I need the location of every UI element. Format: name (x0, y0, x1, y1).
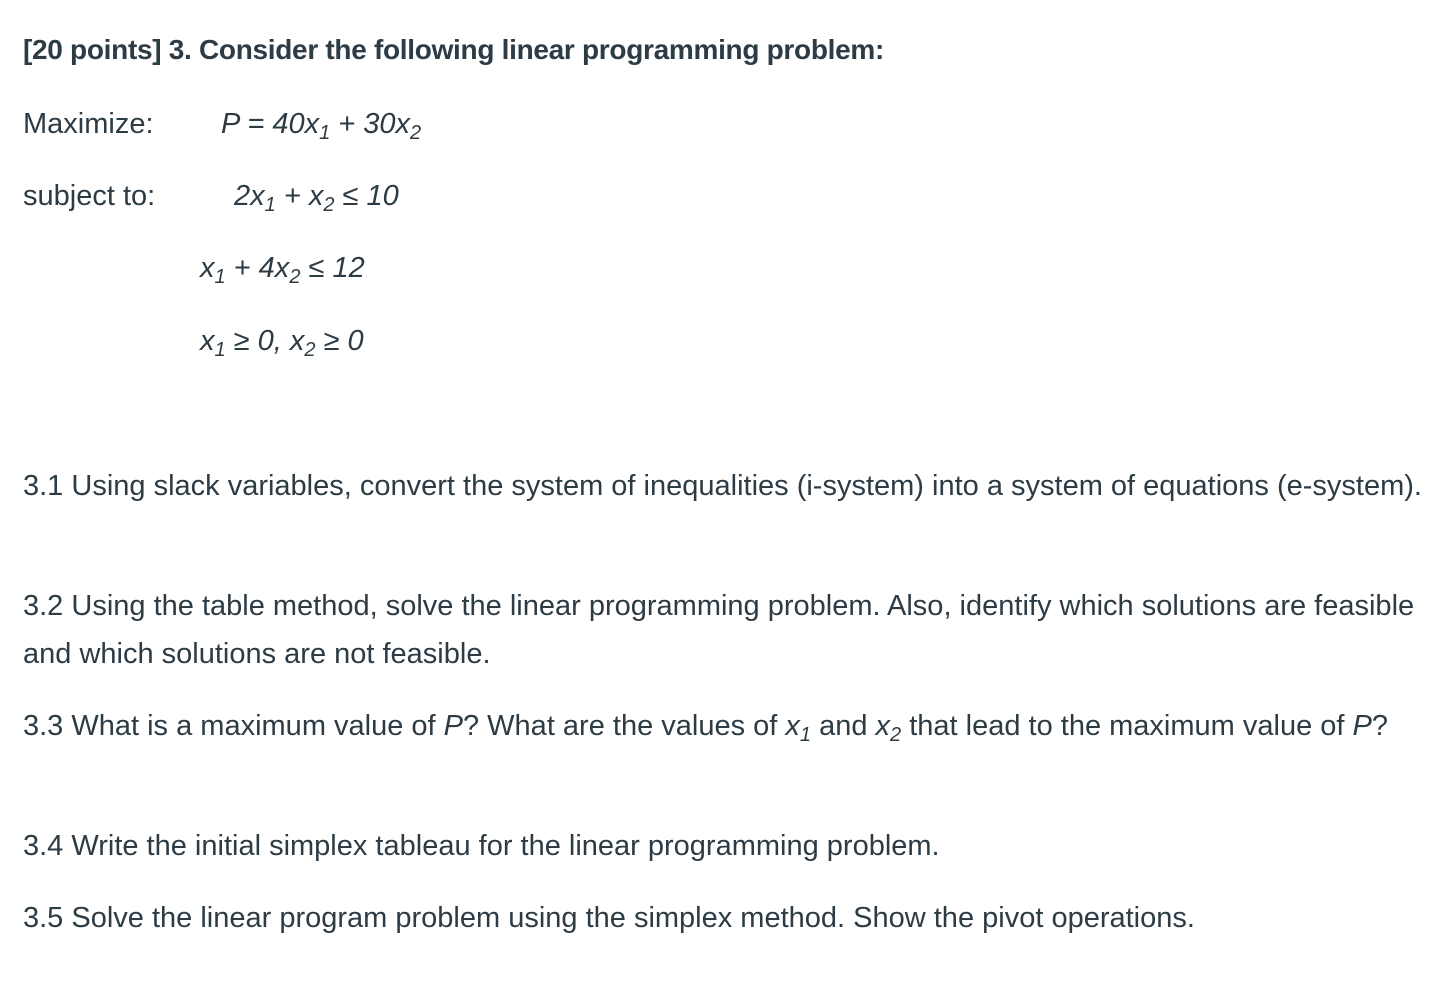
objective-subscript: 1 (319, 122, 331, 144)
question-text: 3.3 What is a maximum value of (23, 710, 444, 742)
constraint-subscript: 1 (264, 194, 276, 216)
objective-function (221, 108, 422, 144)
question-3-3 (23, 702, 1433, 750)
objective-subscript: 2 (410, 122, 422, 144)
constraint-part: ≤ 12 (300, 252, 365, 284)
constraint-subscript: 1 (214, 266, 226, 288)
question-text: ? What are the values of (463, 710, 786, 742)
constraint-part: + 4x (225, 252, 290, 284)
variable-x1: x (785, 710, 800, 742)
variable-subscript: 2 (890, 724, 902, 746)
question-3-2: 3.2 Using the table method, solve the linear programming problem. Also, identify which solutions are feasible and which solutions are not feasible. (23, 590, 1415, 670)
variable-subscript: 1 (799, 724, 812, 746)
question-text: that lead to the maximum value of (901, 710, 1353, 742)
constraint-subscript: 2 (289, 266, 301, 288)
constraint-subscript: 1 (214, 339, 226, 361)
constraint-1 (234, 180, 399, 216)
question-text: and (811, 710, 876, 742)
constraint-part: ≥ 0, x (225, 325, 305, 357)
question-3-5: 3.5 Solve the linear program problem using the simplex method. Show the pivot operations. (23, 902, 1195, 934)
variable-p: P (1352, 710, 1372, 742)
problem-title: [20 points] 3. Consider the following linear programming problem: (23, 34, 885, 65)
constraint-part: x (200, 252, 215, 284)
variable-x2: x (875, 710, 891, 742)
constraint-part: + x (275, 180, 324, 212)
question-3-1: 3.1 Using slack variables, convert the system of inequalities (i-system) into a system of equations (e-system). (23, 470, 1422, 502)
nonnegativity-constraint (200, 325, 364, 361)
constraint-2 (200, 252, 365, 288)
constraint-part: ≥ 0 (315, 325, 364, 357)
constraint-part: 2x (234, 180, 265, 212)
constraint-subscript: 2 (304, 339, 316, 361)
subject-to-label: subject to: (23, 180, 156, 212)
constraint-part: ≤ 10 (334, 180, 399, 212)
constraint-part: x (200, 325, 215, 357)
variable-p: P (443, 710, 463, 742)
maximize-label: Maximize: (23, 108, 154, 140)
objective-part: + 30x (330, 108, 411, 140)
objective-part: P = 40x (221, 108, 320, 140)
question-text: ? (1371, 710, 1388, 742)
question-3-4: 3.4 Write the initial simplex tableau for the linear programming problem. (23, 830, 940, 862)
constraint-subscript: 2 (323, 194, 335, 216)
